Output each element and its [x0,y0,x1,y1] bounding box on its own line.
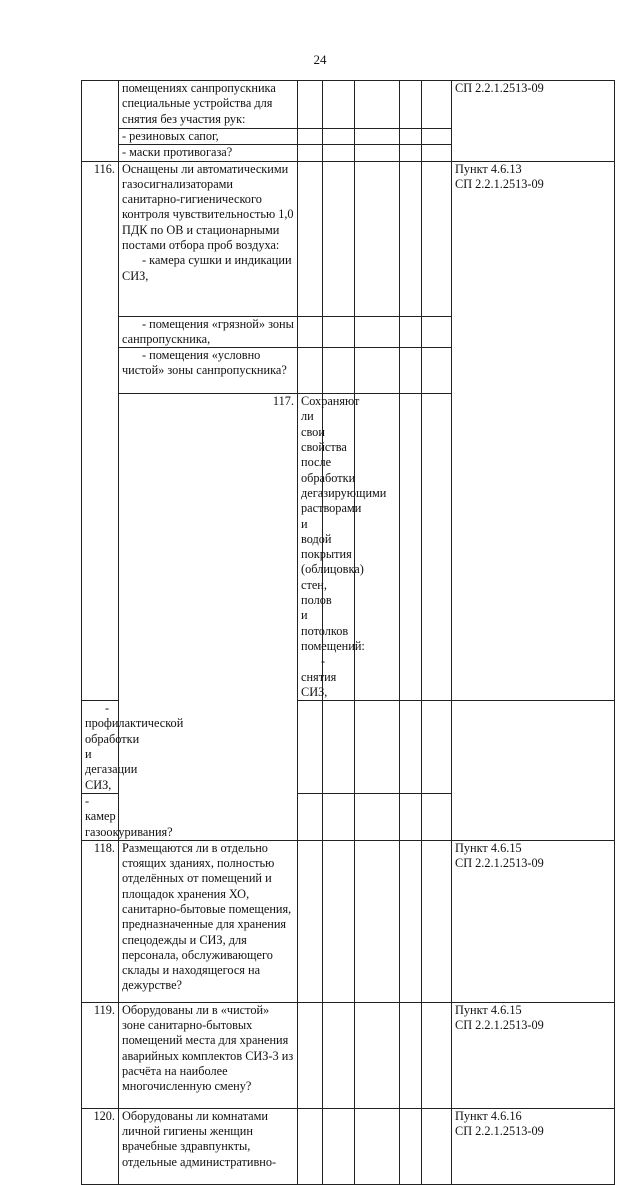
answer-cell-4[interactable] [400,840,422,1002]
answer-cell-5[interactable] [422,840,452,1002]
answer-cell-no[interactable] [323,161,355,316]
reference-cell: Пункт 4.6.15 СП 2.2.1.2513-09 [452,1002,615,1108]
answer-cell-no[interactable] [323,145,355,161]
reference-cell: Пункт 4.6.16 СП 2.2.1.2513-09 [452,1108,615,1184]
item-number: 117. [119,394,298,841]
sub-item-text: - резиновых сапог, [119,129,298,145]
answer-cell-no[interactable] [323,701,355,794]
answer-cell-yes[interactable] [298,81,323,129]
item-number: 119. [82,1002,119,1108]
answer-cell-5[interactable] [422,1002,452,1108]
question-main: Оснащены ли автоматическими газосигнализаторами санитарно-гигиенического контроля чувствительностью 1,0 ПДК по ОВ и стационарными постами отбора проб воздуха: [122,161,294,253]
sub-item-text: - маски противогаза? [119,145,298,161]
reference-cell: Пункт 4.6.13 СП 2.2.1.2513-09 [452,161,615,701]
answer-cell-5[interactable] [422,316,452,348]
answer-cell-4[interactable] [400,793,422,840]
answer-cell-na[interactable] [355,161,400,316]
answer-cell-no[interactable] [323,129,355,145]
answer-cell-yes[interactable] [298,348,323,394]
table-row [82,1108,615,1184]
answer-cell-5[interactable] [422,129,452,145]
table-row [82,1002,615,1108]
question-text: Оборудованы ли в «чистой» зоне санитарно-бытовых помещений места для хранения аварийных комплектов СИЗ-3 из расчёта на наиболее многочисленную смену? [119,1002,298,1108]
answer-cell-4[interactable] [400,348,422,394]
answer-cell-na[interactable] [355,840,400,1002]
answer-cell-na[interactable] [355,348,400,394]
page-number: 24 [313,52,327,67]
sub-item-text: - помещения «грязной» зоны санпропускника, [119,316,298,348]
answer-cell-no[interactable] [323,1108,355,1184]
answer-cell-na[interactable] [355,145,400,161]
question-main: Сохраняют ли свои свойства после обработки дегазирующими растворами и водой покрытия (облицовка) стен, полов и потолков помещений: [301,394,387,653]
checklist-table [81,80,615,1185]
answer-cell-no[interactable] [323,840,355,1002]
answer-cell-no[interactable] [323,1002,355,1108]
question-text [298,394,387,701]
item-number: 120. [82,1108,119,1184]
answer-cell-5[interactable] [422,161,452,316]
answer-cell-4[interactable] [400,81,422,129]
answer-cell-no[interactable] [323,348,355,394]
answer-cell-5[interactable] [422,348,452,394]
question-text [119,161,298,316]
answer-cell-yes[interactable] [298,145,323,161]
answer-cell-5[interactable] [422,145,452,161]
answer-cell-4[interactable] [400,161,422,316]
answer-cell-yes[interactable] [298,1002,323,1108]
answer-cell-4[interactable] [422,394,452,701]
answer-cell-yes[interactable] [298,701,323,794]
sub-item-text: - камер газоокуривания? [82,793,119,840]
answer-cell-yes[interactable] [298,840,323,1002]
answer-cell-na[interactable] [355,316,400,348]
answer-cell-no[interactable] [355,394,400,701]
table-row [82,161,615,316]
answer-cell-yes[interactable] [298,316,323,348]
reference-cell: СП 2.2.1.2513-09 [452,81,615,162]
answer-cell-na[interactable] [355,793,400,840]
table-row [82,81,615,129]
answer-cell-na[interactable] [355,1002,400,1108]
sub-item-text: - снятия СИЗ, [301,654,337,699]
answer-cell-no[interactable] [323,793,355,840]
answer-cell-yes[interactable] [298,1108,323,1184]
sub-item-text: - помещения «условно чистой» зоны санпропускника? [119,348,298,394]
answer-cell-na[interactable] [400,394,422,701]
item-number: 118. [82,840,119,1002]
answer-cell-5[interactable] [422,1108,452,1184]
sub-item-text: - профилактической обработки и дегазации СИЗ, [82,701,119,794]
answer-cell-4[interactable] [400,1108,422,1184]
answer-cell-yes[interactable] [298,161,323,316]
item-number [82,81,119,162]
table-row [82,840,615,1002]
answer-cell-na[interactable] [355,129,400,145]
question-text: помещениях санпропускника специальные устройства для снятия без участия рук: [119,81,298,129]
reference-cell: Пункт 4.6.15 СП 2.2.1.2513-09 [452,840,615,1002]
answer-cell-4[interactable] [400,145,422,161]
answer-cell-na[interactable] [355,81,400,129]
answer-cell-na[interactable] [355,1108,400,1184]
answer-cell-5[interactable] [422,701,452,794]
answer-cell-4[interactable] [400,316,422,348]
answer-cell-5[interactable] [422,793,452,840]
answer-cell-4[interactable] [400,701,422,794]
answer-cell-yes[interactable] [298,793,323,840]
answer-cell-no[interactable] [323,81,355,129]
question-text: Оборудованы ли комнатами личной гигиены женщин врачебные здравпункты, отдельные административно- [119,1108,298,1184]
answer-cell-yes[interactable] [298,129,323,145]
answer-cell-4[interactable] [400,1002,422,1108]
answer-cell-no[interactable] [323,316,355,348]
answer-cell-4[interactable] [400,129,422,145]
answer-cell-5[interactable] [422,81,452,129]
question-text: Размещаются ли в отдельно стоящих зданиях, полностью отделённых от помещений и площадок хранения ХО, санитарно-бытовые помещения, предназначенные для хранения спецодежды и СИЗ, для персонала, обслуживающего склады и находящегося на дежурстве? [119,840,298,1002]
item-number: 116. [82,161,119,701]
sub-item-text: - камера сушки и индикации СИЗ, [122,253,292,283]
answer-cell-na[interactable] [355,701,400,794]
